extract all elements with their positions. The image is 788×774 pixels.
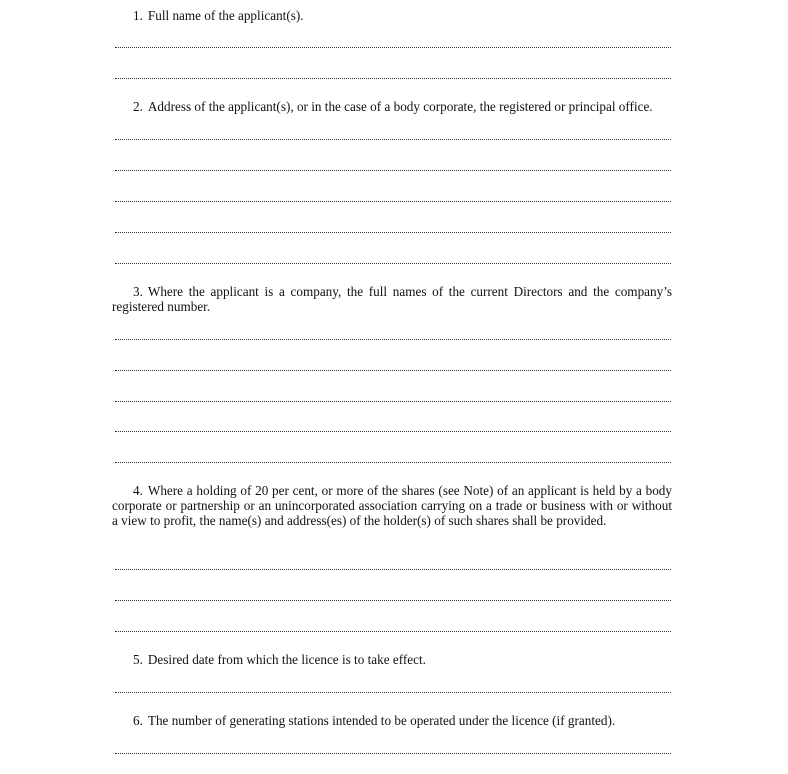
- answer-line-1a[interactable]: [115, 47, 671, 48]
- question-4-text: Where a holding of 20 per cent, or more of the shares (see Note) of an applicant is held by a body corporate or partnership or an unincorporated association carrying on a trade or business with or without a view to profit, the name(s) and address(es) of the holder(s) of such shares shall be provided.: [112, 483, 672, 528]
- question-3-number: 3.: [133, 284, 143, 299]
- answer-line-2c[interactable]: [115, 201, 671, 202]
- question-3-text: Where the applicant is a company, the full names of the current Directors and the company’s registered number.: [112, 284, 672, 314]
- question-6: [112, 713, 672, 728]
- answer-line-4c[interactable]: [115, 631, 671, 632]
- answer-line-3b[interactable]: [115, 370, 671, 371]
- answer-line-4a[interactable]: [115, 569, 671, 570]
- question-5-number: 5.: [133, 652, 143, 667]
- question-4-number: 4.: [133, 483, 143, 498]
- question-5-text: Desired date from which the licence is to take effect.: [147, 652, 426, 667]
- question-5: [112, 652, 672, 667]
- answer-line-3c[interactable]: [115, 401, 671, 402]
- answer-line-2d[interactable]: [115, 232, 671, 233]
- question-2-text: Address of the applicant(s), or in the case of a body corporate, the registered or principal office.: [147, 99, 653, 114]
- answer-line-6a[interactable]: [115, 753, 671, 754]
- question-6-number: 6.: [133, 713, 143, 728]
- answer-line-1b[interactable]: [115, 78, 671, 79]
- question-2: [112, 99, 672, 114]
- answer-line-3e[interactable]: [115, 462, 671, 463]
- question-1-text: Full name of the applicant(s).: [147, 8, 304, 23]
- answer-line-2b[interactable]: [115, 170, 671, 171]
- answer-line-3a[interactable]: [115, 339, 671, 340]
- answer-line-2e[interactable]: [115, 263, 671, 264]
- answer-line-5a[interactable]: [115, 692, 671, 693]
- answer-line-4b[interactable]: [115, 600, 671, 601]
- question-4: [112, 483, 672, 528]
- question-1: [112, 8, 672, 23]
- question-2-number: 2.: [133, 99, 143, 114]
- question-6-text: The number of generating stations intended to be operated under the licence (if granted).: [147, 713, 616, 728]
- question-1-number: 1.: [133, 8, 143, 23]
- answer-line-2a[interactable]: [115, 139, 671, 140]
- question-3: [112, 284, 672, 314]
- answer-line-3d[interactable]: [115, 431, 671, 432]
